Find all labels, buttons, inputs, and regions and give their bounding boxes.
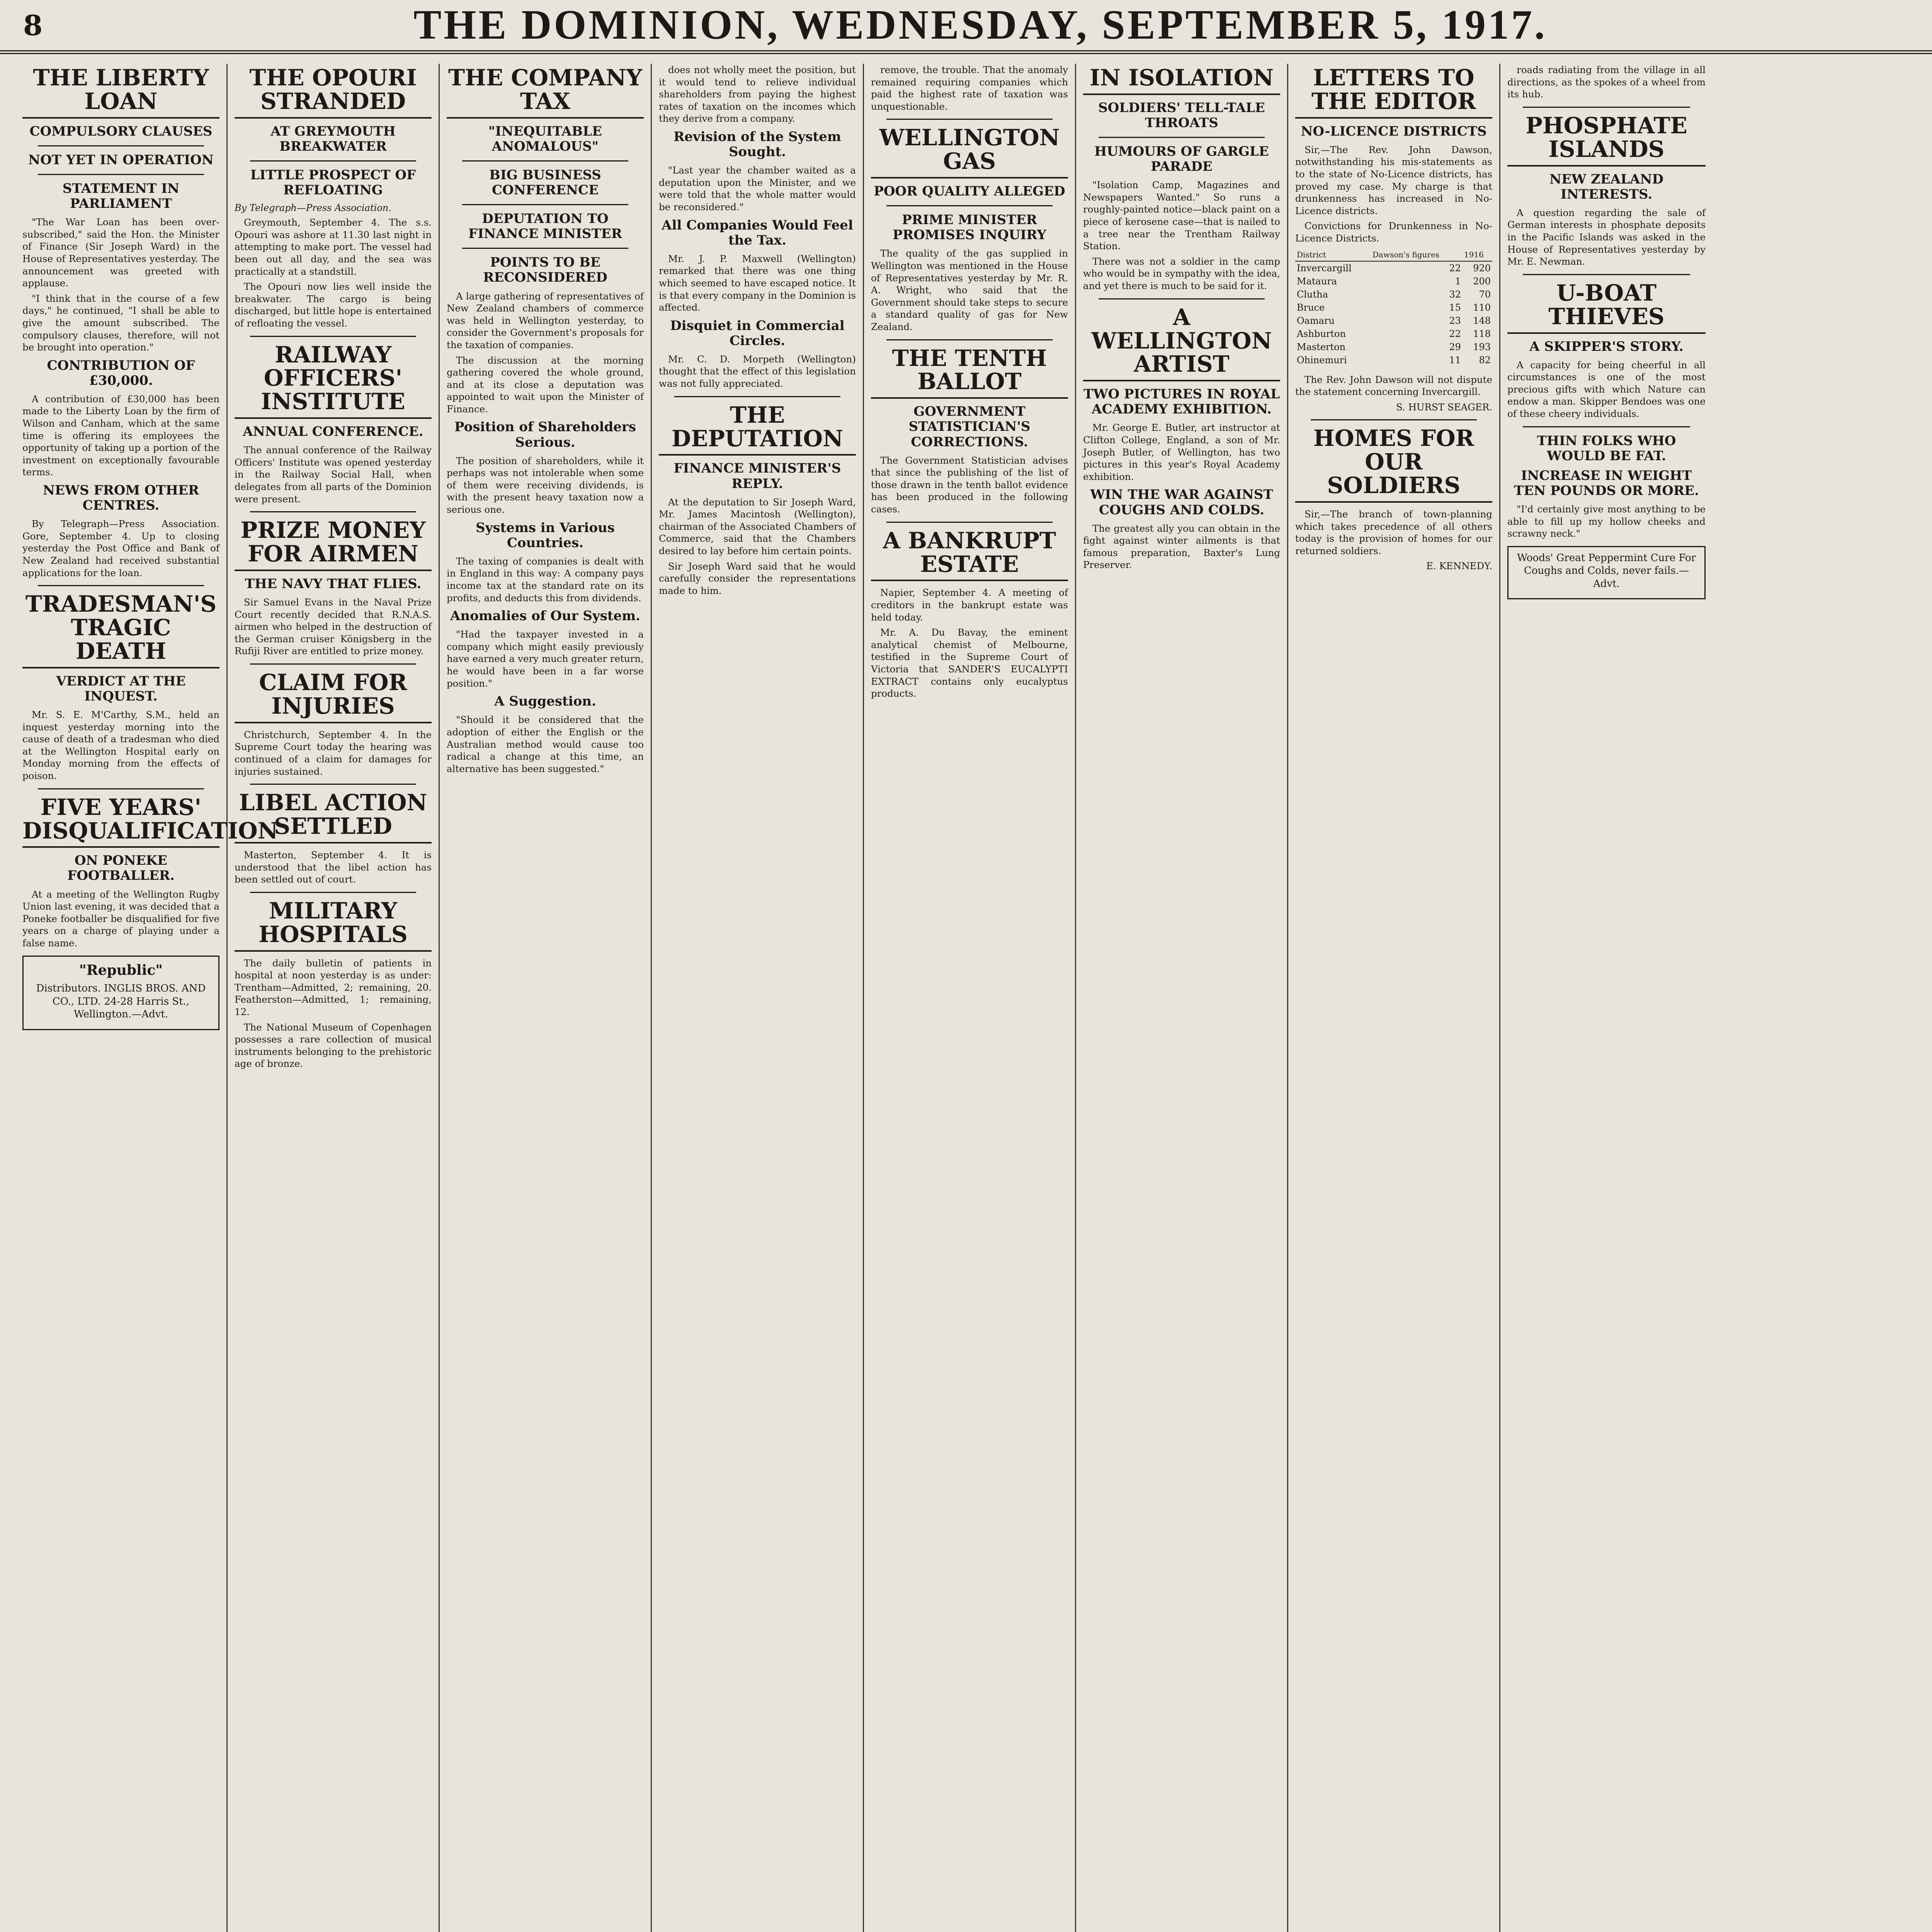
paragraph: Sir Samuel Evans in the Naval Prize Court recently decided that R.N.A.S. airmen who helped in the destruction of the German cruiser Königsberg in the Rufiji River are entitled to prize money. — [235, 597, 432, 657]
paragraph: At a meeting of the Wellington Rugby Union last evening, it was decided that a Poneke footballer be disqualified for five years on a charge of playing under a false name. — [22, 888, 219, 949]
divider — [1099, 298, 1265, 299]
subhead: Systems in Various Countries. — [476, 520, 615, 551]
subhead: "INEQUITABLE ANOMALOUS" — [488, 123, 602, 154]
subhead: Disquiet in Commercial Circles. — [670, 318, 845, 349]
paragraph: Masterton, September 4. It is understood that the libel action has been settled out of court. — [235, 849, 432, 885]
table-cell: Clutha — [1297, 289, 1328, 300]
paragraph: Mr. A. Du Bavay, the eminent analytical chemist of Melbourne, testified in the Supreme Court of Victoria that SANDER'S EUCALYPTI EXTRACT contains only eucalyptus products. — [871, 627, 1068, 699]
table-cell: Bruce — [1297, 302, 1325, 313]
column-1 — [15, 64, 278, 1932]
headline-isolation: IN ISOLATION — [1083, 66, 1280, 95]
paragraph: A question regarding the sale of German interests in phosphate deposits in the Pacific Islands was asked in the House of Representatives yesterday by Mr. E. Newman. — [1507, 207, 1706, 267]
paragraph: "The War Loan has been over-subscribed," said the Hon. the Minister of Finance (Sir Joseph Ward) in the House of Representatives yesterday. The announcement was greeted with applause. — [22, 216, 219, 289]
subhead: NOT YET IN OPERATION — [28, 152, 214, 168]
headline-hospitals: MILITARY HOSPITALS — [235, 899, 432, 952]
paragraph: remove, the trouble. That the anomaly remained requiring companies which paid the highest rate of taxation was unquestionable. — [871, 64, 1068, 112]
headline-letters: LETTERS TO THE EDITOR — [1295, 66, 1492, 119]
divider — [886, 339, 1053, 340]
paragraph: A capacity for being cheerful in all circumstances is one of the most precious gifts with which Nature can endow a man. Skipper Bendoes was one of these cheery individuals. — [1507, 359, 1706, 419]
column-4 — [652, 64, 864, 1932]
divider — [250, 663, 416, 665]
table-row — [1295, 288, 1492, 301]
advert-text: Distributors. INGLIS BROS. AND CO., LTD. 24-28 Harris St., Wellington.—Advt. — [36, 982, 206, 1020]
paragraph: Greymouth, September 4. The s.s. Opouri was ashore at 11.30 last night in attempting to make port. The vessel had been out all day, and the sea was practically at a standstill. — [235, 217, 432, 277]
subhead: HUMOURS OF GARGLE PARADE — [1094, 144, 1269, 175]
headline-bankrupt: A BANKRUPT ESTATE — [871, 529, 1068, 582]
divider — [250, 160, 416, 162]
table-row — [1295, 354, 1492, 367]
paragraph: Mr. J. P. Maxwell (Wellington) remarked that there was one thing which seemed to have escaped notice. It is that every company in the Dominion is affected. — [659, 253, 856, 313]
paragraph: The taxing of companies is dealt with in England in this way: A company pays income tax at the standard rate on its profits, and deducts this from dividends. — [447, 555, 644, 604]
headline-company-tax: THE COMPANY TAX — [447, 66, 644, 119]
table-header-row — [1295, 248, 1492, 261]
signature: S. HURST SEAGER. — [1396, 401, 1492, 413]
advert-text: Woods' Great Peppermint Cure For Coughs and Colds, never fails.—Advt. — [1517, 552, 1696, 590]
headline-homes: HOMES FOR OUR SOLDIERS — [1295, 427, 1492, 503]
table-header: Dawson's figures — [1371, 248, 1463, 261]
subhead: SOLDIERS' TELL-TALE THROATS — [1098, 100, 1265, 131]
paragraph: At the deputation to Sir Joseph Ward, Mr. James Macintosh (Wellington), chairman of the Associated Chambers of Commerce, said that the Chambers desired to lay before him certain points. — [659, 496, 856, 556]
table-cell: 29 — [1449, 341, 1461, 352]
divider — [250, 511, 416, 512]
subhead: POINTS TO BE RECONSIDERED — [483, 255, 607, 286]
headline-uboat: U-BOAT THIEVES — [1507, 281, 1706, 334]
headline-claim: CLAIM FOR INJURIES — [235, 671, 432, 723]
divider — [462, 204, 628, 205]
table-cell: 70 — [1479, 289, 1491, 300]
paragraph: The annual conference of the Railway Officers' Institute was opened yesterday in the Railway Social Hall, when delegates from all parts of the Dominion were present. — [235, 444, 432, 505]
signature: E. KENNEDY. — [1426, 560, 1492, 572]
table-row — [1295, 301, 1492, 314]
headline-railway: RAILWAY OFFICERS' INSTITUTE — [235, 343, 432, 419]
subhead: ON PONEKE FOOTBALLER. — [67, 853, 175, 884]
divider — [38, 585, 204, 586]
paragraph: The discussion at the morning gathering covered the whole ground, and at its close a deputation was appointed to wait upon the Minister of Finance. — [447, 354, 644, 415]
subhead: GOVERNMENT STATISTICIAN'S CORRECTIONS. — [908, 404, 1031, 450]
columns — [15, 64, 1926, 1932]
column-2 — [228, 64, 440, 1932]
column-6 — [1076, 64, 1288, 1932]
column-3 — [440, 64, 652, 1932]
subhead: CONTRIBUTION OF £30,000. — [47, 357, 195, 388]
paragraph: "Isolation Camp, Magazines and Newspapers Wanted." So runs a roughly-painted notice—black paint on a piece of kerosene case—that is nailed to a tree near the Trentham Railway Station. — [1083, 179, 1280, 252]
divider — [674, 396, 840, 397]
paragraph: The Government Statistician advises that since the publishing of the list of those drawn in the tenth ballot evidence has been produced in the following cases. — [871, 454, 1068, 515]
subhead: AT GREYMOUTH BREAKWATER — [270, 123, 396, 154]
divider — [886, 205, 1053, 206]
divider — [38, 788, 204, 789]
table-cell: 11 — [1449, 354, 1461, 366]
divider — [1523, 107, 1690, 108]
table-row — [1295, 314, 1492, 327]
subhead: ANNUAL CONFERENCE. — [243, 424, 423, 440]
subhead: FINANCE MINISTER'S REPLY. — [673, 461, 841, 492]
table-header: District — [1295, 248, 1371, 261]
paragraph: Mr. C. D. Morpeth (Wellington) thought that the effect of this legislation was not fully appreciated. — [659, 353, 856, 389]
subhead: BIG BUSINESS CONFERENCE — [489, 167, 601, 198]
table-cell: 118 — [1473, 328, 1491, 339]
table-cell: 82 — [1479, 354, 1491, 366]
advert-title: "Republic" — [79, 962, 163, 978]
table-cell: Masterton — [1297, 341, 1346, 352]
paragraph: "Had the taxpayer invested in a company which might easily previously have earned a very much greater return, he would have been in a far worse position." — [447, 629, 644, 689]
paragraph: Napier, September 4. A meeting of creditors in the bankrupt estate was held today. — [871, 587, 1068, 623]
headline-deputation: THE DEPUTATION — [659, 403, 856, 456]
table-cell: Oamaru — [1297, 315, 1335, 326]
table-row — [1295, 261, 1492, 275]
table-cell: Ashburton — [1297, 328, 1346, 339]
paragraph: "Last year the chamber waited as a deputation upon the Minister, and we were told that the whole matter would be reconsidered." — [659, 165, 856, 213]
byline: By Telegraph—Press Association. — [235, 202, 391, 214]
subhead: WIN THE WAR AGAINST COUGHS AND COLDS. — [1090, 487, 1273, 518]
divider — [1523, 274, 1690, 275]
divider — [886, 522, 1053, 523]
subhead: Anomalies of Our System. — [450, 608, 641, 624]
divider — [462, 248, 628, 249]
paragraph: A large gathering of representatives of New Zealand chambers of commerce was held in Wellington yesterday, to consider the Government's proposals for the taxation of companies. — [447, 290, 644, 350]
subhead: THE NAVY THAT FLIES. — [245, 576, 422, 592]
table-cell: 110 — [1473, 302, 1491, 313]
table-cell: Mataura — [1297, 276, 1337, 287]
table-cell: 200 — [1473, 276, 1491, 287]
headline-phosphate: PHOSPHATE ISLANDS — [1507, 114, 1706, 167]
table-caption: Convictions for Drunkenness in No-Licence Districts. — [1295, 220, 1492, 244]
table-cell: Invercargill — [1297, 262, 1352, 274]
subhead: TWO PICTURES IN ROYAL ACADEMY EXHIBITION. — [1083, 386, 1280, 417]
paragraph: The greatest ally you can obtain in the fight against winter ailments is that famous preparation, Baxter's Lung Preserver. — [1083, 522, 1280, 571]
subhead: DEPUTATION TO FINANCE MINISTER — [468, 211, 622, 242]
table-row — [1295, 327, 1492, 340]
subhead: COMPULSORY CLAUSES — [29, 123, 213, 139]
divider — [1523, 426, 1690, 427]
paragraph: The quality of the gas supplied in Wellington was mentioned in the House of Representatives yesterday by Mr. R. A. Wright, who said that the Government should take steps to secure a standard quality of gas for New Zealand. — [871, 248, 1068, 332]
subhead: A Suggestion. — [494, 694, 596, 709]
paragraph: The National Museum of Copenhagen possesses a rare collection of musical instruments belonging to the prehistoric age of bronze. — [235, 1021, 432, 1070]
table-cell: 22 — [1449, 328, 1461, 339]
headline-ballot: THE TENTH BALLOT — [871, 347, 1068, 399]
subhead: PRIME MINISTER PROMISES INQUIRY — [893, 212, 1046, 243]
divider — [1099, 137, 1265, 138]
headline-liberty-loan: THE LIBERTY LOAN — [22, 66, 219, 119]
masthead — [0, 0, 1932, 54]
paragraph: does not wholly meet the position, but it would tend to relieve individual shareholders from paying the highest rates of taxation on the incomes which they derive from a company. — [659, 64, 856, 124]
paragraph: The Rev. John Dawson will not dispute the statement concerning Invercargill. — [1295, 374, 1492, 398]
subhead: LITTLE PROSPECT OF REFLOATING — [250, 167, 416, 198]
divider — [250, 336, 416, 337]
table-row — [1295, 340, 1492, 354]
paragraph: Sir,—The branch of town-planning which takes precedence of all others today is the provision of homes for our returned soldiers. — [1295, 509, 1492, 556]
advertisement — [22, 956, 219, 1030]
subhead: All Companies Would Feel the Tax. — [662, 217, 853, 248]
paragraph: "I'd certainly give most anything to be able to fill up my hollow cheeks and scrawny neck." — [1507, 503, 1706, 539]
subhead: NO-LICENCE DISTRICTS — [1301, 123, 1487, 139]
paragraph: The Opouri now lies well inside the breakwater. The cargo is being discharged, but little hope is entertained of refloating the vessel. — [235, 281, 432, 329]
divider — [1311, 419, 1477, 420]
page-number: 8 — [23, 9, 43, 42]
table-cell: 1 — [1455, 276, 1461, 287]
divider — [462, 160, 628, 162]
newspaper-title: THE DOMINION, WEDNESDAY, SEPTEMBER 5, 1917. — [413, 2, 1547, 48]
headline-artist: A WELLINGTON ARTIST — [1083, 306, 1280, 382]
subhead: THIN FOLKS WHO WOULD BE FAT. — [1537, 433, 1676, 464]
table-cell: 23 — [1449, 315, 1461, 326]
paragraph: By Telegraph—Press Association. Gore, September 4. Up to closing yesterday the Post Office and Bank of New Zealand had received substantial applications for the loan. — [22, 518, 219, 578]
paragraph: Christchurch, September 4. In the Supreme Court today the hearing was continued of a claim for damages for injuries sustained. — [235, 729, 432, 777]
paragraph: "Should it be considered that the adoption of either the English or the Australian method would cause too radical a change at this time, an alternative has been suggested." — [447, 714, 644, 774]
headline-libel: LIBEL ACTION SETTLED — [235, 791, 432, 844]
paragraph: Mr. George E. Butler, art instructor at Clifton College, England, a son of Mr. Joseph Butler, of Wellington, has two pictures in this year's Royal Academy exhibition. — [1083, 422, 1280, 482]
table-cell: 32 — [1449, 289, 1461, 300]
column-7 — [1288, 64, 1500, 1932]
advertisement — [1507, 546, 1706, 600]
table-header: 1916 — [1463, 248, 1492, 261]
divider — [38, 174, 204, 175]
paragraph: The daily bulletin of patients in hospital at noon yesterday is as under: Trentham—Admitted, 2; remaining, 20. Featherston—Admitted, 1; remaining, 12. — [235, 957, 432, 1017]
subhead: Position of Shareholders Serious. — [454, 419, 636, 450]
table-row — [1295, 275, 1492, 288]
convictions-table — [1295, 248, 1492, 367]
table-cell: 920 — [1473, 262, 1491, 274]
headline-prize-money: PRIZE MONEY FOR AIRMEN — [235, 519, 432, 571]
table-cell: 148 — [1473, 315, 1491, 326]
divider — [250, 784, 416, 785]
headline-gas: WELLINGTON GAS — [871, 126, 1068, 179]
table-cell: 15 — [1449, 302, 1461, 313]
paragraph: The position of shareholders, while it perhaps was not intolerable when some of them were receiving dividends, is with the present heavy taxation now a serious one. — [447, 455, 644, 515]
paragraph: Mr. S. E. M'Carthy, S.M., held an inquest yesterday morning into the cause of death of a tradesman who died at the Wellington Hospital early on Monday morning from the effects of poison. — [22, 709, 219, 782]
headline-tradesman: TRADESMAN'S TRAGIC DEATH — [22, 592, 219, 668]
headline-disqualification: FIVE YEARS' DISQUALIFICATION — [22, 796, 219, 848]
subhead: POOR QUALITY ALLEGED — [874, 184, 1065, 199]
subhead: Revision of the System Sought. — [673, 129, 841, 160]
column-5 — [864, 64, 1076, 1932]
column-8 — [1500, 64, 1713, 1932]
paragraph: There was not a soldier in the camp who would be in sympathy with the idea, and yet there is much to be said for it. — [1083, 255, 1280, 292]
subhead: VERDICT AT THE INQUEST. — [56, 673, 186, 704]
subhead: STATEMENT IN PARLIAMENT — [62, 180, 180, 212]
table-cell: 22 — [1449, 262, 1461, 274]
subhead: NEWS FROM OTHER CENTRES. — [43, 483, 199, 514]
paragraph: Sir,—The Rev. John Dawson, notwithstanding his mis-statements as to the state of No-Licence districts, has proved my case. My charge is that drunkenness has increased in No-Licence districts. — [1295, 144, 1492, 216]
table-cell: 193 — [1473, 341, 1491, 352]
paragraph: "I think that in the course of a few days," he continued, "I shall be able to give the amount subscribed. The compulsory clauses, therefore, will not be brought into operation." — [22, 293, 219, 353]
paragraph: A contribution of £30,000 has been made to the Liberty Loan by the firm of Wilson and Canham, which at the same time is offering its employees the opportunity of taking up a portion of the investment on exceptionally favourable terms. — [22, 393, 219, 478]
subhead: A SKIPPER'S STORY. — [1529, 338, 1684, 354]
paragraph: roads radiating from the village in all directions, as the spokes of a wheel from its hub. — [1507, 64, 1706, 100]
subhead: NEW ZEALAND INTERESTS. — [1549, 171, 1663, 202]
divider — [38, 145, 204, 146]
subhead: INCREASE IN WEIGHT TEN POUNDS OR MORE. — [1514, 468, 1699, 498]
divider — [886, 119, 1053, 120]
table-cell: Ohinemuri — [1297, 354, 1347, 366]
divider — [250, 892, 416, 893]
headline-opouri: THE OPOURI STRANDED — [235, 66, 432, 119]
paragraph: Sir Joseph Ward said that he would carefully consider the representations made to him. — [659, 560, 856, 596]
